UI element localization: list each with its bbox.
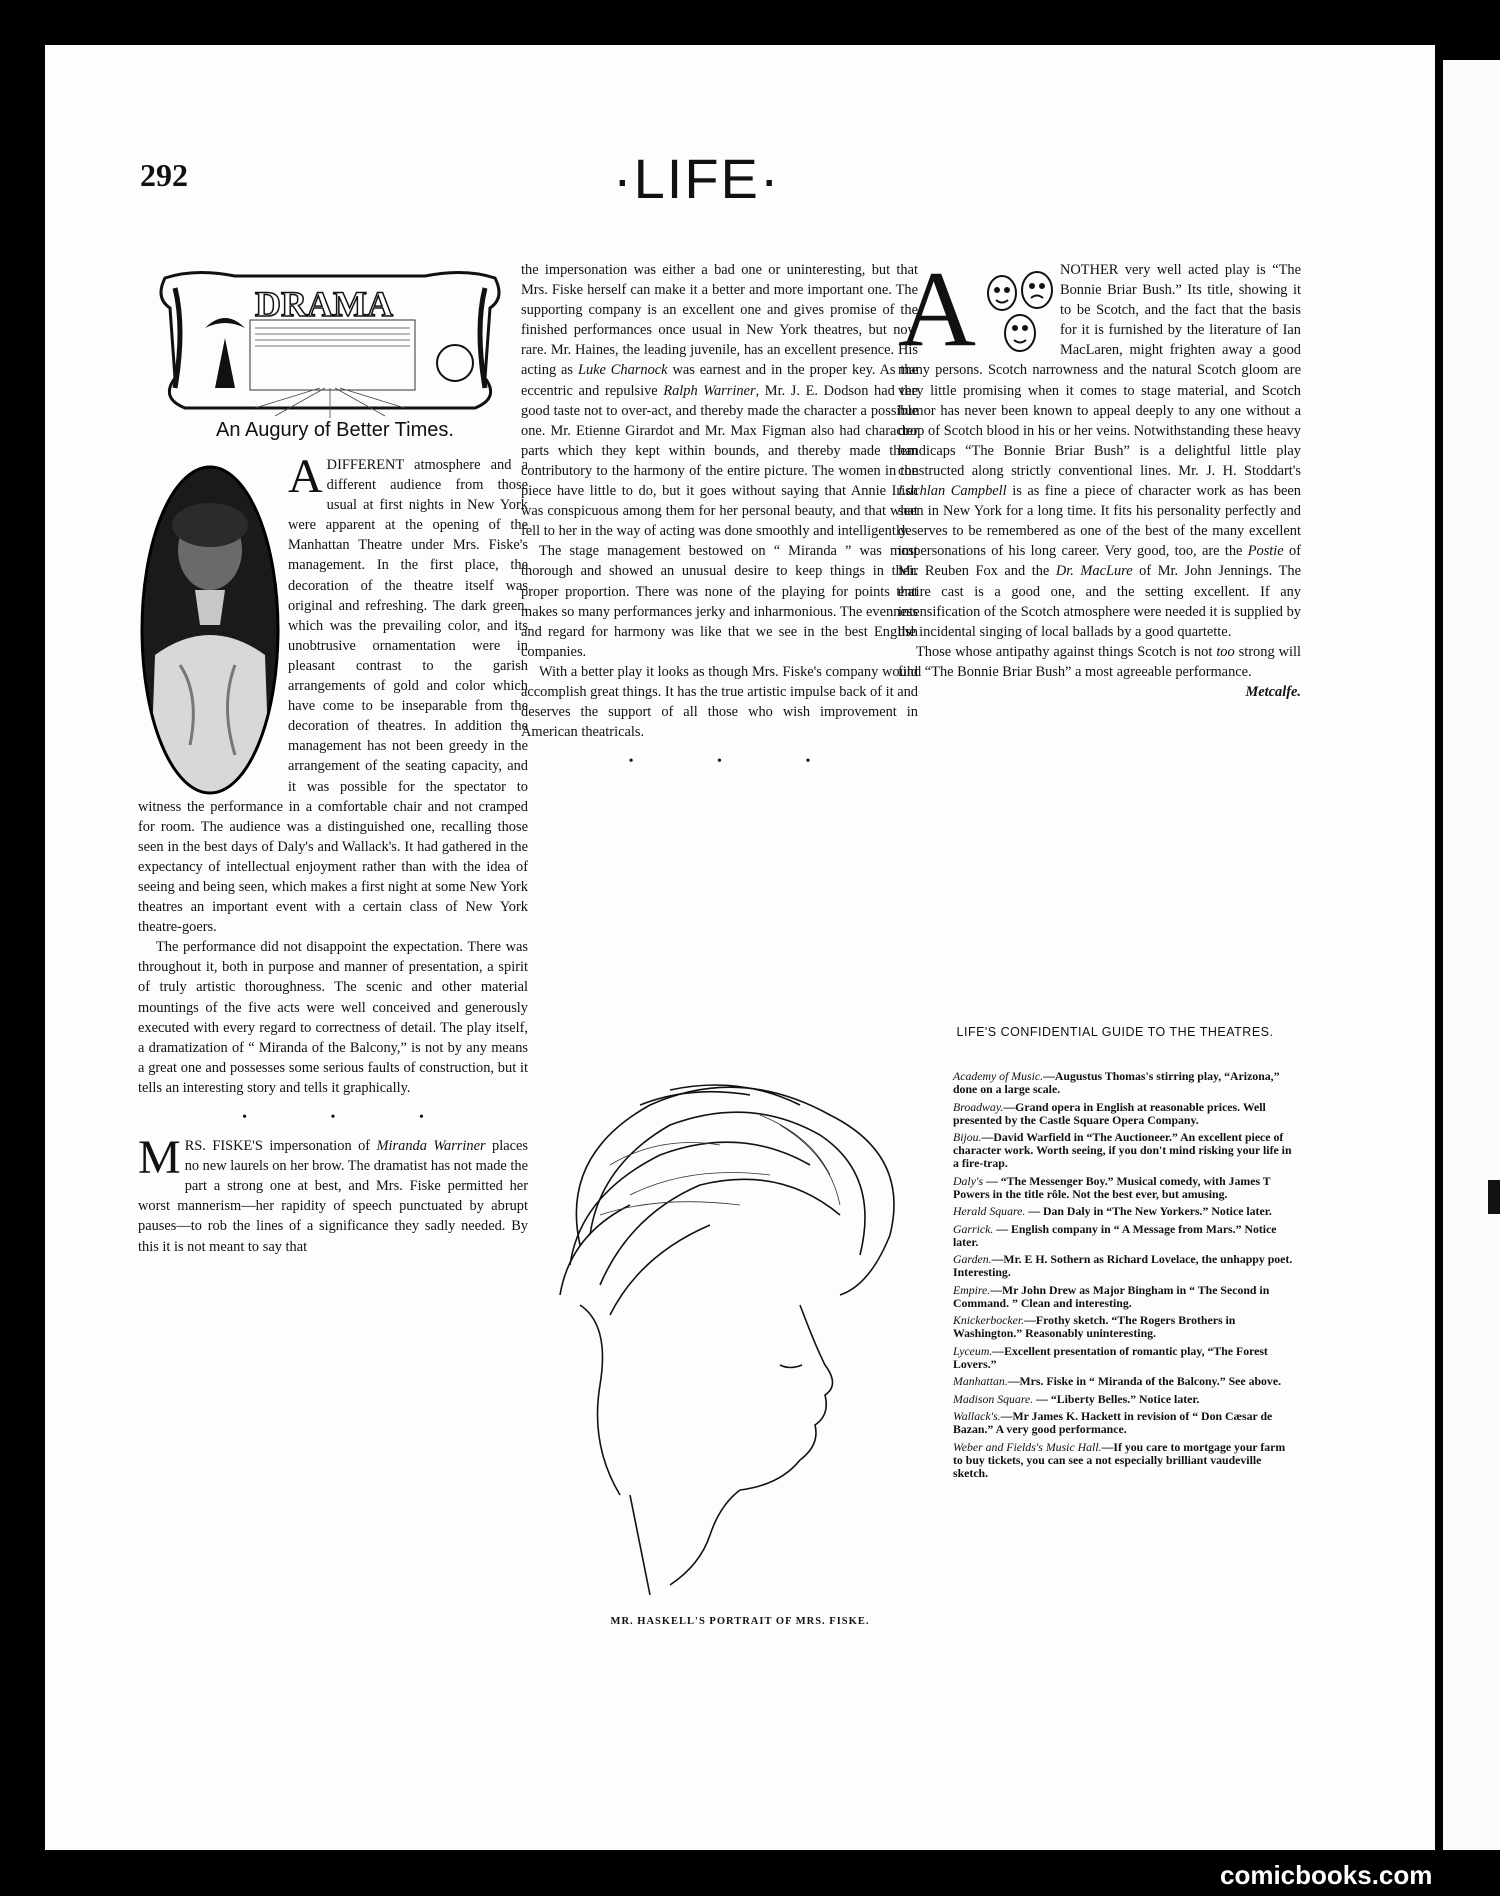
author-signature: Metcalfe. (1245, 683, 1301, 700)
source-watermark: comicbooks.com (1220, 1860, 1433, 1890)
guide-entry: Lyceum.—Excellent presentation of romantic play, “The Forest Lovers.” (953, 1343, 1268, 1371)
paragraph: DIFFERENT atmosphere and a different audience from those usual at first nights in New York were apparent at the opening of the Manhattan Theatre under Mrs. Fiske's management. In the first place, the decoration of the theatre itself was original and refreshing. The dark green, which was the prevailing color, and its unobtrusive ornamentation were in pleasant contrast to the garish arrangements of gold and color which have come to be inseparable from the decoration of theatres. In addition the management has not been greedy in the arrangement of the seating capacity, and it was possible for the spectator to witness the performance in a comfortable chair and not cramped for room. The audience was a distinguished one, recalling those seen in the best days of Daly's and Wallack's. It had gathered in the expectancy of intellectual enjoyment rather than with the idea of seeing and being seen, which makes a first night at some New York theatres an important event with a certain class of New York theatre-goers. (138, 457, 528, 936)
guide-entry: Garrick. — English company in “ A Message from Mars.” Notice later. (953, 1221, 1277, 1249)
guide-entry: Weber and Fields's Music Hall.—If you care to mortgage your farm to buy tickets, you can see a not especially brilliant vaudeville sketch. (953, 1439, 1286, 1480)
guide-entry: Wallack's.—Mr James K. Hackett in revision of “ Don Cæsar de Bazan.” A very good performance. (953, 1409, 1273, 1436)
column-1: ADIFFERENT atmosphere and a different audience from those usual at first nights in New York were apparent at the opening of the Manhattan Theatre under Mrs. Fiske's management. In the first place, the decoration of the theatre itself was original and refreshing. The dark green, which was the prevailing color, and its unobtrusive ornamentation were in pleasant contrast to the garish arrangements of gold and color which have come to be inseparable from the decoration of theatres. In addition the management has not been greedy in the arrangement of the seating capacity, and it was possible for the spectator to witness the performance in a comfortable chair and not cramped for room. The audience was a distinguished one, recalling those seen in the best days of Daly's and Wallack's. It had gathered in the expectancy of intellectual enjoyment rather than with the idea of seeing and being seen, which makes a first night at some New York theatres an important event with a certain class of New York theatre-goers. The performance did not disappoint the expectation. There was throughout it, both in purpose and manner of presentation, a spirit of truly artistic thoroughness. The scenic and other material mountings of the five acts were well conceived and generously executed with every regard to correctness of detail. The play itself, a dramatization of “ Miranda of the Balcony,” is not by any means a great one and possesses some serious faults of construction, but it tells an interesting story and tells it graphically. • • • MRS. FISKE'S impersonation of Miranda Warriner places no new laurels on her brow. The dramatist has not made the part a strong one at best, and Mrs. Fiske permitted her worst mannerism—her rapidity of speech punctuated by abrupt pauses—to rob the lines of a significance they sadly needed. By this it is not meant to say that (138, 450, 528, 1255)
drop-cap: A (288, 450, 323, 503)
character-name: Miranda Warriner (376, 1138, 486, 1155)
guide-entry: Empire.—Mr John Drew as Major Bingham in “ The Second in Command. ” Clean and interesting. (953, 1282, 1270, 1310)
guide-title: LIFE'S CONFIDENTIAL GUIDE TO THE THEATRES. (956, 1025, 1274, 1039)
theatre-guide-list (953, 1070, 1298, 1484)
guide-entry: Knickerbocker.—Frothy sketch. “The Rogers Brothers in Washington.” Reasonably uninteresting. (953, 1313, 1236, 1340)
drama-banner-illustration (155, 268, 505, 421)
guide-entry: Herald Square. — Dan Daly in “The New Yorkers.” Notice later. (953, 1204, 1272, 1218)
paragraph: With a better play it looks as though Mrs. Fiske's company would accomplish great things. It has the true artistic impulse back of it and deserves the support of all those who wish improvement in American theatricals. (521, 663, 918, 741)
section-divider: • • • (628, 754, 851, 770)
guide-entry: Daly's — “The Messenger Boy.” Musical comedy, with James T Powers in the title rôle. Not the best ever, but amusing. (953, 1173, 1271, 1201)
drop-cap: A (898, 250, 976, 369)
article-title: An Augury of Better Times. (216, 419, 454, 441)
guide-entry: Broadway.—Grand opera in English at reasonable prices. Well presented by the Castle Square Opera Company. (953, 1099, 1266, 1127)
paragraph: The performance did not disappoint the expectation. There was throughout it, both in purpose and manner of presentation, a spirit of truly artistic thoroughness. The scenic and other material mountings of the five acts were well conceived and generously executed with every regard to correctness of detail. The play itself, a dramatization of “ Miranda of the Balcony,” is not by any means a great one and possesses some serious faults of construction, but it tells an interesting story and tells it graphically. (138, 939, 528, 1096)
guide-entry: Manhattan.—Mrs. Fiske in “ Miranda of the Balcony.” See above. (953, 1374, 1282, 1388)
paragraph: The stage management bestowed on “ Miranda ” was most thorough and showed an unusual desire to keep things in their proper proportion. There was none of the playing for points that makes so many performances jerky and inharmonious. The evenness and regard for harmony was like that we see in the best English companies. (521, 543, 918, 660)
portrait-sketch (540, 1065, 930, 1610)
masthead: ·LIFE· (613, 147, 781, 210)
section-divider: • • • (242, 1110, 464, 1125)
guide-entry: Academy of Music.—Augustus Thomas's stirring play, “Arizona,” done on a large scale. (953, 1069, 1280, 1096)
guide-entry: Bijou.—David Warfield in “The Auctioneer.” An excellent piece of character work. Worth seeing, if you don't mind risking your life in a fire-trap. (953, 1130, 1292, 1170)
banner-title: DRAMA (255, 284, 393, 324)
theatre-masks-icon (982, 268, 1060, 360)
facing-page-edge (1443, 60, 1500, 1850)
column-2: the impersonation was either a bad one or uninteresting, but that Mrs. Fiske herself can make it a better and more important one. The supporting company is an excellent one and gives promise of the finished performances once usual in New York theatres, but now rare. Mr. Haines, the leading juvenile, has an excellent presence. His acting as Luke Charnock was earnest and in the proper key. As the eccentric and repulsive Ralph Warriner, Mr. J. E. Dodson had the good taste not to over-act, and thereby made the character a possible one. Mr. Etienne Girardot and Mr. Max Figman also had character parts which they kept within bounds, and thereby made them contributory to the harmony of the entire picture. The women in the piece have little to do, but it goes without saying that Annie Irish was conspicuous among them for her personal beauty, and that what fell to her in the way of acting was done smoothly and intelligently. The stage management bestowed on “ Miranda ” was most thorough and showed an unusual desire to keep things in their proper proportion. There was none of the playing for points that makes so many performances jerky and inharmonious. The evenness and regard for harmony was like that we see in the best English companies. With a better play it looks as though Mrs. Fiske's company would accomplish great things. It has the true artistic impulse back of it and deserves the support of all those who wish improvement in American theatricals. • • • (521, 260, 918, 780)
drop-cap: M (138, 1131, 181, 1185)
facing-page-mark (1488, 1180, 1500, 1214)
guide-entry: Madison Square. — “Liberty Belles.” Notice later. (953, 1391, 1200, 1406)
image-caption: MR. HASKELL'S PORTRAIT OF MRS. FISKE. (610, 1616, 870, 1627)
guide-entry: Garden.—Mr. E H. Sothern as Richard Lovelace, the unhappy poet. Interesting. (953, 1252, 1293, 1279)
column-3: A NOTHER very well acted play is “The Bonnie Briar Bush.” Its title, showing it to be Scotch, and the fact that the basis for it is furnished by the literature of Ian MacLaren, might frighten away a good many persons. Scotch narrowness and the natural Scotch gloom are very little promising when it comes to stage material, and Scotch humor has never been known to appeal deeply to any one without a drop of Scotch blood in his or her veins. Notwithstanding these heavy handicaps “The Bonnie Briar Bush” is a delightful little play constructed along strictly conventional lines. Mr. J. H. Stoddart's Lachlan Campbell is as fine a piece of character work as has been seen in New York for a long time. It fits his personality perfectly and deserves to be remembered as one of the best of the many excellent impersonations of his long career. Very good, too, are the Postie of Mr. Reuben Fox and the Dr. MacLure of Mr. John Jennings. The entire cast is a good one, and the setting excellent. If any intensification of the Scotch atmosphere were needed it is supplied by the incidental singing of local ballads by a good quartette. Those whose antipathy against things Scotch is not too strong will find “The Bonnie Briar Bush” a most agreeable performance. Metcalfe. (898, 260, 1301, 702)
page-number: 292 (140, 157, 188, 193)
